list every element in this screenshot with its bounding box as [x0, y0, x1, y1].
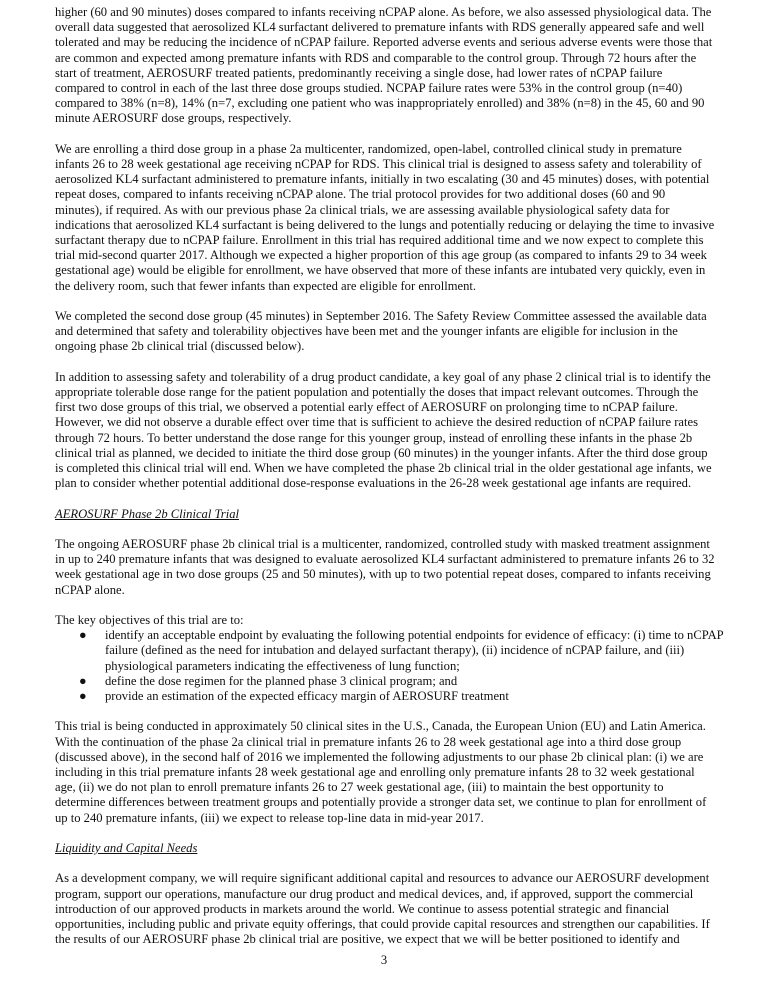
text-line: physiological parameters indicating the effectiveness of lung function;	[105, 658, 460, 673]
page-number: 3	[380, 953, 388, 967]
text-line: overall data suggested that aerosolized KL4 surfactant delivered to premature infants with RDS generally appeared safe and well	[55, 20, 705, 35]
paragraph-liquidity	[55, 871, 745, 947]
paragraph	[55, 309, 745, 355]
text-line: ongoing phase 2b clinical trial (discussed below).	[55, 339, 305, 354]
text-line: infants 26 to 28 week gestational age receiving nCPAP for RDS. This clinical trial is designed to assess safety and tolerability of	[55, 157, 702, 172]
bullet-icon: ●	[79, 673, 87, 688]
text-line: is completed this clinical trial will end. When we have completed the phase 2b clinical trial in the older gestational age infants, we	[55, 461, 712, 476]
text-line: In addition to assessing safety and tolerability of a drug product candidate, a key goal of any phase 2 clinical trial is to identify the	[55, 369, 711, 384]
text-line: identify an acceptable endpoint by evaluating the following potential endpoints for evidence of efficacy: (i) time to nCPAP	[105, 628, 724, 643]
paragraph	[55, 5, 745, 127]
text-line: clinical trial as planned, we decided to initiate the third dose group (60 minutes) in the younger infants. After the third dose group	[55, 445, 708, 460]
paragraph	[55, 370, 745, 492]
text-line: including in this trial premature infants 28 week gestational age and enrolling only premature infants 28 to 32 week gestational	[55, 765, 695, 780]
text-line: (discussed above), in the second half of 2016 we implemented the following adjustments to our phase 2b clinical plan: (i) we are	[55, 749, 704, 764]
text-line: We are enrolling a third dose group in a phase 2a multicenter, randomized, open-label, controlled clinical study in premature	[55, 141, 682, 156]
text-line: age, (ii) we do not plan to enroll premature infants 26 to 27 week gestational age, (iii) to maintain the best opportunity to	[55, 780, 664, 795]
paragraph-clinical-sites	[55, 719, 745, 825]
text-line: up to 240 premature infants, (iii) we expect to release top-line data in mid-year 2017.	[55, 810, 484, 825]
text-line: and determined that safety and tolerability objectives have been met and the younger infants are eligible for inclusion in the	[55, 324, 678, 339]
text-line: opportunities, including public and private equity offerings, that could provide capital resources and strengthen our capabilities. If	[55, 917, 710, 932]
text-line: This trial is being conducted in approximately 50 clinical sites in the U.S., Canada, the European Union (EU) and Latin America.	[55, 719, 706, 734]
body-paragraphs	[55, 5, 745, 491]
bullet-icon: ●	[79, 689, 87, 704]
text-line: week gestational age in two dose groups (25 and 50 minutes), with up to two potential repeat doses, compared to infants receiving	[55, 567, 711, 582]
text-line: minute AEROSURF dose groups, respectively.	[55, 111, 292, 126]
text-line: indications that aerosolized KL4 surfactant is being delivered to the lungs and potentially reducing or delaying the time to invasive	[55, 217, 715, 232]
text-line: As a development company, we will require significant additional capital and resources to advance our AEROSURF development	[55, 871, 710, 886]
objectives-intro: The key objectives of this trial are to:	[55, 613, 244, 628]
text-line: compared to 38% (n=8), 14% (n=7, excluding one patient who was inappropriately enrolled) and 38% (n=8) in the 45, 60 and 90	[55, 96, 705, 111]
text-line: through 72 hours. To better understand the dose range for this younger group, instead of enrolling these infants in the phase 2b	[55, 430, 693, 445]
text-line: program, support our operations, manufacture our drug product and medical devices, and, if approved, support the commercial	[55, 886, 694, 901]
bullet-icon: ●	[79, 628, 87, 643]
text-line: gestational age) would be eligible for enrollment, we have observed that more of these infants are intubated very quickly, even in	[55, 263, 706, 278]
text-line: the results of our AEROSURF phase 2b clinical trial are positive, we expect that we will be better positioned to identify and	[55, 932, 680, 947]
text-line: compared to control in each of the last three dose groups studied. NCPAP failure rates were 53% in the control group (n=40)	[55, 81, 683, 96]
section-heading-liquidity: Liquidity and Capital Needs	[55, 841, 198, 856]
text-line: The ongoing AEROSURF phase 2b clinical trial is a multicenter, randomized, controlled study with masked treatment assignment	[55, 537, 710, 552]
text-line: surfactant therapy due to nCPAP failure. Enrollment in this trial has required additional time and we now expect to complete this	[55, 233, 704, 248]
text-line: plan to consider whether potential additional dose-response evaluations in the 26-28 week gestational age infants are required.	[55, 476, 692, 491]
text-line: determine differences between treatment groups and potentially provide a stronger data set, we continue to plan for enrollment of	[55, 795, 707, 810]
text-line: start of treatment, AEROSURF treated patients, predominantly receiving a single dose, had lower rates of nCPAP failure	[55, 65, 663, 80]
text-line: introduction of our approved products in markets around the world. We continue to assess potential strategic and financial	[55, 901, 670, 916]
text-line: repeat doses, compared to infants receiving nCPAP alone. The trial protocol provides for two additional doses (60 and 90	[55, 187, 666, 202]
objectives-list	[55, 628, 745, 704]
text-line: tolerated and may be reducing the incidence of nCPAP failure. Reported adverse events and serious adverse events were those that	[55, 35, 713, 50]
paragraph	[55, 142, 745, 294]
text-line: trial mid-second quarter 2017. Although we expected a higher proportion of this age group (as compared to infants 29 to 34 week	[55, 248, 707, 263]
objective-item	[55, 628, 745, 674]
objective-item	[55, 689, 745, 704]
section-heading-phase-2b: AEROSURF Phase 2b Clinical Trial	[55, 506, 239, 521]
text-line: the delivery room, such that fewer infants than expected are eligible for enrollment.	[55, 278, 477, 293]
text-line: appropriate tolerable dose range for the patient population and potentially the doses that impact relevant outcomes. Through the	[55, 385, 699, 400]
text-line: With the continuation of the phase 2a clinical trial in premature infants 26 to 28 week gestational age into a third dose group	[55, 734, 682, 749]
text-line: are common and expected among premature infants with RDS and comparable to the control group. Through 72 hours after the	[55, 50, 697, 65]
text-line: in up to 240 premature infants that was designed to evaluate aerosolized KL4 surfactant administered to premature infants 26 to 32	[55, 552, 715, 567]
paragraph-phase-2b	[55, 537, 745, 598]
text-line: higher (60 and 90 minutes) doses compared to infants receiving nCPAP alone. As before, we also assessed physiological data. The	[55, 5, 712, 19]
text-line: However, we did not observe a durable effect over time that is sufficient to achieve the desired reduction of nCPAP failure rates	[55, 415, 698, 430]
text-line: failure (defined as the need for intubation and delayed surfactant therapy), (ii) incidence of nCPAP failure, and (iii)	[105, 643, 685, 658]
document-page	[55, 5, 745, 963]
objective-item	[55, 674, 745, 689]
text-line: define the dose regimen for the planned phase 3 clinical program; and	[105, 673, 458, 688]
text-line: minutes), if required. As with our previous phase 2a clinical trials, we are assessing available physiological safety data for	[55, 202, 670, 217]
text-line: aerosolized KL4 surfactant administered to premature infants, initially in two escalating (30 and 45 minutes) doses, with potential	[55, 172, 710, 187]
text-line: provide an estimation of the expected efficacy margin of AEROSURF treatment	[105, 689, 509, 704]
text-line: We completed the second dose group (45 minutes) in September 2016. The Safety Review Committee assessed the available data	[55, 309, 707, 324]
text-line: first two dose groups of this trial, we observed a potential early effect of AEROSURF on prolonging time to nCPAP failure.	[55, 400, 678, 415]
text-line: nCPAP alone.	[55, 582, 125, 597]
